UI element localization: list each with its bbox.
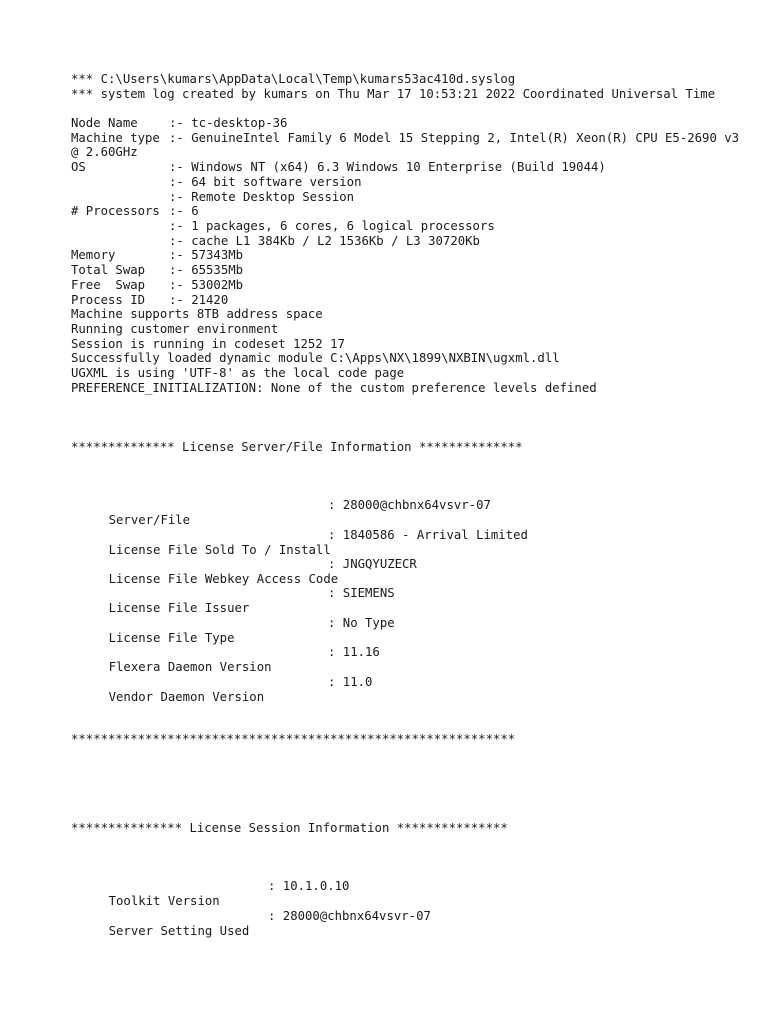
os-value-2: :- 64 bit software version — [169, 174, 362, 189]
license-row-vendor — [79, 675, 373, 735]
license-row-label: License File Type — [108, 631, 235, 645]
session-row-value: : 10.1.0.10 — [268, 879, 350, 893]
memory-value: :- 57343Mb — [169, 248, 244, 263]
os-value-3: :- Remote Desktop Session — [169, 189, 355, 204]
license-row-label: License File Issuer — [108, 601, 250, 615]
session-row-server-setting — [79, 909, 431, 969]
log-path-line: *** C:\Users\kumars\AppData\Local\Temp\kumars53ac410d.syslog — [71, 72, 516, 86]
license-row-label: License File Webkey Access Code — [108, 572, 339, 586]
node-name-label: Node Name — [71, 116, 138, 131]
license-row-value: : 28000@chbnx64vsvr-07 — [328, 498, 491, 512]
log-message: Session is running in codeset 1252 17 — [71, 336, 345, 351]
license-row-value: : 1840586 - Arrival Limited — [328, 528, 528, 542]
processors-row-2 — [71, 219, 751, 234]
processors-row — [71, 204, 751, 219]
license-row-value: : JNGQYUZECR — [328, 557, 417, 571]
spacer — [71, 101, 751, 116]
total-swap-value: :- 65535Mb — [169, 263, 244, 278]
machine-type-row — [71, 131, 751, 160]
process-id-value: :- 21420 — [169, 292, 229, 307]
processors-label: # Processors — [71, 204, 160, 219]
log-created-line: *** system log created by kumars on Thu Mar 17 10:53:21 2022 Coordinated Universal Time — [71, 86, 716, 101]
log-message: Machine supports 8TB address space — [71, 307, 323, 322]
free-swap-value: :- 53002Mb — [169, 277, 244, 292]
license-row-label: Flexera Daemon Version — [108, 660, 272, 674]
free-swap-row — [71, 278, 751, 293]
syslog-document — [71, 72, 751, 395]
session-row-label: Server Setting Used — [108, 924, 250, 938]
session-row-value: : 28000@chbnx64vsvr-07 — [268, 909, 431, 923]
license-row-value: : 11.0 — [328, 675, 373, 689]
processors-value-1: :- 6 — [169, 204, 199, 219]
memory-label: Memory — [71, 248, 116, 263]
processors-value-3: :- cache L1 384Kb / L2 1536Kb / L3 30720Kb — [169, 233, 480, 248]
license-row-value: : 11.16 — [328, 645, 380, 659]
total-swap-label: Total Swap — [71, 263, 146, 278]
processors-row-3 — [71, 234, 751, 249]
license-session-banner: *************** License Session Information *************** — [71, 821, 508, 835]
memory-row — [71, 248, 751, 263]
node-name-row — [71, 116, 751, 131]
free-swap-label: Free Swap — [71, 277, 146, 292]
process-id-label: Process ID — [71, 292, 146, 307]
license-row-value: : No Type — [328, 616, 395, 630]
license-row-label: License File Sold To / Install — [108, 543, 331, 557]
os-row-2 — [71, 175, 751, 190]
machine-type-value: :- GenuineIntel Family 6 Model 15 Stepping 2, Intel(R) Xeon(R) CPU E5-2690 v3 @ 2.60GHz — [71, 130, 747, 160]
log-message: Running customer environment — [71, 321, 279, 336]
machine-type-label: Machine type — [71, 130, 160, 145]
process-id-row — [71, 293, 751, 308]
license-server-closing-banner: ************************************************************ — [71, 732, 516, 746]
os-row — [71, 160, 751, 175]
license-row-label: Server/File — [108, 513, 191, 527]
log-message: Successfully loaded dynamic module C:\Apps\NX\1899\NXBIN\ugxml.dll — [71, 351, 560, 366]
session-row-label: Toolkit Version — [108, 894, 220, 908]
total-swap-row — [71, 263, 751, 278]
license-server-banner: ************** License Server/File Information ************** — [71, 440, 523, 454]
os-value-1: :- Windows NT (x64) 6.3 Windows 10 Enterprise (Build 19044) — [169, 160, 606, 175]
processors-value-2: :- 1 packages, 6 cores, 6 logical processors — [169, 219, 495, 233]
log-message: UGXML is using 'UTF-8' as the local code page — [71, 365, 405, 380]
license-row-value: : SIEMENS — [328, 586, 395, 600]
node-name-value: :- tc-desktop-36 — [169, 116, 288, 131]
license-row-label: Vendor Daemon Version — [108, 690, 265, 704]
os-label: OS — [71, 160, 86, 175]
os-row-3 — [71, 190, 751, 205]
log-message: PREFERENCE_INITIALIZATION: None of the custom preference levels defined — [71, 380, 597, 395]
